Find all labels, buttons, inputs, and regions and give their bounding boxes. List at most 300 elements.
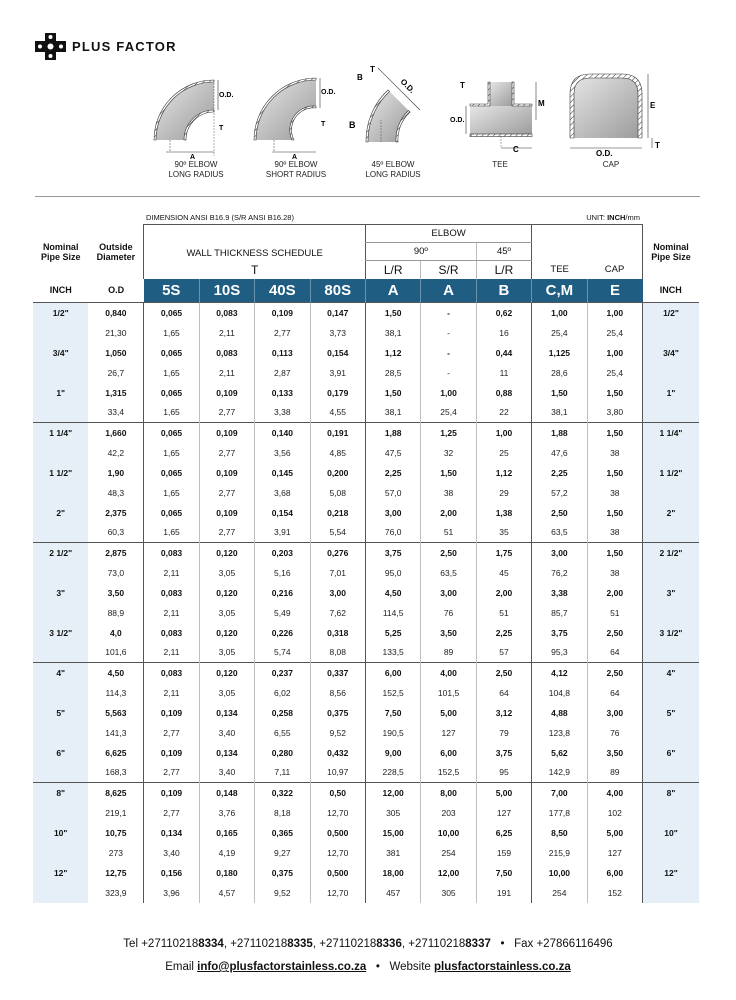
cell-value: 0,216: [255, 583, 310, 603]
table-row-mm: [33, 403, 699, 423]
svg-text:T: T: [321, 121, 326, 128]
cell-size-right: [643, 723, 700, 743]
cell-value: 4,00: [421, 663, 476, 683]
cell-value: 0,065: [144, 423, 199, 443]
cell-size-right: [643, 563, 700, 583]
cell-value: 0,318: [310, 623, 365, 643]
cell-value: 0,109: [144, 703, 199, 723]
cell-value: 273: [108, 847, 123, 858]
cell-value: 64: [476, 683, 531, 703]
cell-value: 0,88: [476, 383, 531, 403]
cell-value: 89: [587, 763, 642, 783]
cell-value: 38: [587, 443, 642, 463]
header-wall-symbol: T: [144, 261, 366, 279]
cell-value: 2,50: [587, 623, 642, 643]
cell-value: 95,3: [532, 643, 587, 663]
cell-value: 6,00: [421, 743, 476, 763]
cell-value: 1,50: [587, 423, 642, 443]
cell-value: 0,154: [255, 503, 310, 523]
cell-value: 1,90: [107, 467, 125, 478]
cell-value: 2,25: [476, 623, 531, 643]
cell-size: [33, 883, 88, 903]
cell-value: 0,133: [255, 383, 310, 403]
cell-value: 2,25: [365, 463, 420, 483]
cell-value: 0,276: [310, 543, 365, 563]
cell-value: 26,7: [107, 367, 125, 378]
cell-value: 1,50: [532, 383, 587, 403]
header-band: [33, 279, 699, 303]
cell-value: 177,8: [532, 803, 587, 823]
header-wall-thickness: WALL THICKNESS SCHEDULE: [144, 225, 366, 261]
cell-value: 0,180: [199, 863, 254, 883]
cell-value: 28,6: [532, 363, 587, 383]
diagram-caption: LONG RADIUS: [168, 170, 224, 179]
cell-value: 0,237: [255, 663, 310, 683]
cell-value: 2,11: [144, 643, 199, 663]
cell-value: 2,875: [88, 543, 143, 563]
tee-icon: [450, 60, 550, 160]
cell-value: 1,50: [587, 463, 642, 483]
cell-value: 79: [476, 723, 531, 743]
header-45-degree: 45º: [476, 243, 531, 261]
cell-value: 0,083: [144, 663, 199, 683]
cell-value: 2,11: [199, 323, 254, 343]
cell-value: 0,120: [199, 583, 254, 603]
cell-value: 1,65: [144, 363, 199, 383]
table-row-mm: [33, 883, 699, 903]
phone-4[interactable]: +271102188337: [408, 938, 491, 950]
cell-value: 2,50: [587, 663, 642, 683]
cell-value: 219,1: [105, 807, 127, 818]
cell-value: 6,625: [105, 747, 127, 758]
table-row-mm: [33, 483, 699, 503]
cell-value: 152,5: [365, 683, 420, 703]
cell-value: 51: [421, 523, 476, 543]
cell-value: 2,50: [476, 663, 531, 683]
cell-size-right: 2": [643, 503, 700, 523]
cell-size: [33, 683, 88, 703]
cell-value: 1,75: [476, 543, 531, 563]
cell-value: 38,1: [365, 323, 420, 343]
spec-note: DIMENSION ANSI B16.9 (S/R ANSI B16.28): [146, 213, 294, 222]
cell-value: 1,00: [421, 383, 476, 403]
table-row-mm: [33, 443, 699, 463]
cell-value: 101,5: [421, 683, 476, 703]
cell-value: 5,00: [476, 783, 531, 803]
cell-value: 0,145: [255, 463, 310, 483]
cell-value: 1,125: [532, 343, 587, 363]
cell-value: 3,80: [587, 403, 642, 423]
cell-value: 159: [476, 843, 531, 863]
fitting-diagrams: [140, 60, 680, 186]
cell-value: 5,74: [255, 643, 310, 663]
svg-text:T: T: [655, 141, 660, 150]
cell-value: 38,1: [365, 403, 420, 423]
header-elbow: ELBOW: [365, 225, 531, 243]
header-90-degree: 90º: [365, 243, 476, 261]
svg-text:B: B: [357, 73, 363, 82]
cell-size: 1 1/4": [33, 423, 88, 443]
cell-value: 2,77: [199, 443, 254, 463]
cell-value: 5,25: [365, 623, 420, 643]
cell-size: [33, 763, 88, 783]
table-row-mm: [33, 643, 699, 663]
cell-value: 0,065: [144, 343, 199, 363]
cell-value: 1,25: [421, 423, 476, 443]
cell-value: 2,77: [199, 523, 254, 543]
cell-value: 63,5: [421, 563, 476, 583]
table-row-inch: [33, 623, 699, 643]
cell-value: 35: [476, 523, 531, 543]
cell-value: 51: [587, 603, 642, 623]
cell-value: 3,05: [199, 643, 254, 663]
cell-value: 12,70: [310, 883, 365, 903]
cell-value: 2,25: [532, 463, 587, 483]
cell-value: 4,19: [199, 843, 254, 863]
band-80s: 80S: [310, 279, 365, 303]
header-nominal: Nominal Pipe Size: [40, 241, 81, 262]
header-inch: INCH: [33, 279, 88, 303]
cell-size-right: [643, 363, 700, 383]
cell-value: 21,30: [105, 327, 127, 338]
cell-value: 51: [476, 603, 531, 623]
cell-value: 152: [587, 883, 642, 903]
cell-value: 3,38: [255, 403, 310, 423]
cell-size-right: [643, 803, 700, 823]
cell-size-right: [643, 603, 700, 623]
cell-value: 3,91: [310, 363, 365, 383]
table-row-mm: [33, 363, 699, 383]
cell-value: 1,12: [365, 343, 420, 363]
svg-text:O.D.: O.D.: [321, 89, 336, 96]
cell-value: 5,563: [105, 707, 127, 718]
cell-value: 10,00: [421, 823, 476, 843]
website-link[interactable]: plusfactorstainless.co.za: [433, 961, 571, 973]
cell-size-right: [643, 683, 700, 703]
diagram-tee: [450, 60, 550, 170]
band-b: B: [476, 279, 531, 303]
cell-value: 0,147: [310, 303, 365, 323]
cell-size: 10": [33, 823, 88, 843]
diagram-90-elbow-long-radius: [146, 60, 246, 180]
cell-value: 1,50: [587, 503, 642, 523]
cell-value: 101,6: [105, 647, 127, 658]
table-row-mm: [33, 683, 699, 703]
cell-value: 38: [587, 563, 642, 583]
cell-size: 3 1/2": [33, 623, 88, 643]
cell-value: 3,00: [310, 583, 365, 603]
cell-value: 6,25: [476, 823, 531, 843]
cell-value: 4,0: [109, 627, 122, 638]
cell-value: 38: [587, 523, 642, 543]
cell-value: 47,6: [532, 443, 587, 463]
cell-size: 1 1/2": [33, 463, 88, 483]
cell-value: 9,52: [310, 723, 365, 743]
cell-value: 1,65: [144, 523, 199, 543]
cell-value: 4,85: [310, 443, 365, 463]
diagram-caption: 45º ELBOW: [371, 160, 415, 169]
cell-value: 8,625: [88, 783, 143, 803]
cell-value: 0,083: [144, 543, 199, 563]
table-row-mm: [33, 603, 699, 623]
cell-value: 2,77: [144, 803, 199, 823]
cell-value: 0,120: [199, 543, 254, 563]
cell-value: 3,76: [199, 803, 254, 823]
cell-value: 5,08: [310, 483, 365, 503]
section-divider: [35, 196, 700, 197]
cell-value: 228,5: [365, 763, 420, 783]
cell-size: 3": [33, 583, 88, 603]
cell-value: 9,00: [365, 743, 420, 763]
header-lr-45: L/R: [476, 261, 531, 279]
cell-value: 0,375: [310, 703, 365, 723]
cell-value: 0,065: [144, 383, 199, 403]
cell-size-right: [643, 483, 700, 503]
table-row-inch: [33, 343, 699, 363]
cell-value: 2,00: [587, 583, 642, 603]
cell-value: 0,191: [310, 423, 365, 443]
phone-2[interactable]: +271102188335: [230, 938, 313, 950]
cell-value: 1,50: [587, 383, 642, 403]
cell-value: 2,50: [532, 503, 587, 523]
table-row-inch: [33, 663, 699, 683]
cell-value: 457: [365, 883, 420, 903]
cell-size-right: 1/2": [643, 303, 700, 323]
cell-size: 2 1/2": [33, 543, 88, 563]
cell-value: 22: [476, 403, 531, 423]
cell-value: 102: [587, 803, 642, 823]
cell-value: 12,75: [105, 867, 127, 878]
cell-value: 0,203: [255, 543, 310, 563]
cell-value: 2,11: [199, 363, 254, 383]
cell-value: 133,5: [365, 643, 420, 663]
table-row-mm: [33, 523, 699, 543]
cell-value: 10,75: [105, 827, 127, 838]
svg-text:B: B: [349, 120, 356, 130]
svg-text:O.D.: O.D.: [596, 149, 613, 158]
table-row-inch: [33, 743, 699, 763]
cell-value: 3,75: [365, 543, 420, 563]
cell-size-right: [643, 443, 700, 463]
cell-value: -: [421, 323, 476, 343]
cell-size: 8": [33, 783, 88, 803]
cell-value: 1,315: [105, 387, 127, 398]
cell-size: [33, 563, 88, 583]
cell-value: 0,109: [255, 303, 310, 323]
cell-value: 127: [421, 723, 476, 743]
cell-value: 1,050: [105, 347, 127, 358]
cell-size: 3/4": [33, 343, 88, 363]
cell-size-right: 4": [643, 663, 700, 683]
cell-value: 1,65: [144, 443, 199, 463]
table-row-mm: [33, 763, 699, 783]
band-5s: 5S: [144, 279, 199, 303]
cell-value: 25,4: [532, 323, 587, 343]
cell-size-right: 10": [643, 823, 700, 843]
cell-value: 0,134: [144, 823, 199, 843]
cell-size-right: 12": [643, 863, 700, 883]
cell-value: 4,57: [199, 883, 254, 903]
cell-value: 3,75: [476, 743, 531, 763]
cell-size: 4": [33, 663, 88, 683]
cell-size: [33, 483, 88, 503]
cell-value: 114,5: [365, 603, 420, 623]
cell-value: 1,660: [88, 423, 143, 443]
cell-value: 123,8: [532, 723, 587, 743]
cell-value: 2,77: [144, 763, 199, 783]
cell-size-right: 5": [643, 703, 700, 723]
cell-value: 89: [421, 643, 476, 663]
cell-size: 5": [33, 703, 88, 723]
cell-value: 4,00: [587, 783, 642, 803]
table-row-mm: [33, 723, 699, 743]
cell-value: 0,120: [199, 623, 254, 643]
cell-value: 0,165: [199, 823, 254, 843]
cell-value: 12,70: [310, 843, 365, 863]
cell-value: 2,11: [144, 563, 199, 583]
cell-value: 5,00: [587, 823, 642, 843]
svg-text:T: T: [460, 81, 465, 90]
band-40s: 40S: [255, 279, 310, 303]
cell-value: 8,18: [255, 803, 310, 823]
cell-value: 8,08: [310, 643, 365, 663]
header-lr: L/R: [365, 261, 420, 279]
cell-value: 0,432: [310, 743, 365, 763]
cell-value: 29: [476, 483, 531, 503]
cell-value: 0,065: [144, 463, 199, 483]
brand-name: PLUS FACTOR: [72, 39, 177, 54]
cell-value: 2,11: [144, 683, 199, 703]
cell-value: 3,40: [144, 843, 199, 863]
cell-size-right: 1": [643, 383, 700, 403]
cell-value: 1,00: [587, 343, 642, 363]
cell-value: -: [421, 343, 476, 363]
cell-value: 0,44: [476, 343, 531, 363]
cell-value: 3,56: [255, 443, 310, 463]
cell-size: 1": [33, 383, 88, 403]
cell-value: 1,50: [587, 543, 642, 563]
cell-value: 47,5: [365, 443, 420, 463]
cell-value: 0,500: [310, 823, 365, 843]
cell-value: 0,500: [310, 863, 365, 883]
contact-phones: Tel +271102188334, +271102188335, +271102188336, +271102188337 • Fax +27866116496: [123, 938, 613, 950]
table-row-mm: [33, 323, 699, 343]
cell-value: 6,00: [587, 863, 642, 883]
cell-value: 28,5: [365, 363, 420, 383]
diagram-caption: TEE: [492, 160, 508, 169]
svg-text:T: T: [219, 125, 224, 132]
cell-value: 0,280: [255, 743, 310, 763]
svg-text:E: E: [650, 101, 656, 110]
cell-value: 127: [587, 843, 642, 863]
cell-value: 38: [421, 483, 476, 503]
cell-value: 4,12: [532, 663, 587, 683]
table-row-inch: [33, 823, 699, 843]
cell-value: 0,50: [310, 783, 365, 803]
cell-value: 2,375: [105, 507, 127, 518]
elbow-90-long-radius-icon: [146, 60, 246, 160]
cell-value: 73,0: [107, 567, 125, 578]
cell-value: 3,50: [587, 743, 642, 763]
phone-1[interactable]: +271102188334: [141, 938, 224, 950]
cell-value: 0,375: [255, 863, 310, 883]
cell-size: [33, 723, 88, 743]
unit-note: UNIT: INCH/mm: [586, 213, 640, 222]
cell-value: 0,365: [255, 823, 310, 843]
cell-size: [33, 803, 88, 823]
cell-value: 18,00: [365, 863, 420, 883]
cell-value: 76: [587, 723, 642, 743]
cell-value: 76,0: [365, 523, 420, 543]
header-nominal-right: Nominal Pipe Size: [643, 225, 700, 279]
cell-value: 3,12: [476, 703, 531, 723]
cell-value: 42,2: [107, 447, 125, 458]
svg-text:M: M: [538, 99, 545, 108]
cell-value: 7,01: [310, 563, 365, 583]
cell-value: 142,9: [532, 763, 587, 783]
cell-value: 203: [421, 803, 476, 823]
cell-value: 5,16: [255, 563, 310, 583]
cell-size: [33, 603, 88, 623]
svg-text:O.D.: O.D.: [219, 92, 234, 99]
cell-value: 9,52: [255, 883, 310, 903]
table-row-inch: [33, 303, 699, 323]
cell-value: 95: [476, 763, 531, 783]
cell-value: 1,50: [365, 303, 420, 323]
cell-size: [33, 363, 88, 383]
svg-text:T: T: [370, 65, 375, 74]
cell-value: 2,00: [421, 503, 476, 523]
cell-size-right: [643, 523, 700, 543]
cell-size-right: [643, 403, 700, 423]
diagram-caption: SHORT RADIUS: [265, 170, 327, 179]
cell-value: 0,109: [144, 783, 199, 803]
cell-size-right: [643, 883, 700, 903]
svg-text:O.D.: O.D.: [398, 77, 417, 96]
cell-value: 1,00: [476, 423, 531, 443]
cell-value: 8,56: [310, 683, 365, 703]
header-sr: S/R: [421, 261, 476, 279]
cell-size-right: [643, 643, 700, 663]
cell-value: 1,65: [144, 403, 199, 423]
header-inch-right: INCH: [643, 279, 700, 303]
cell-value: 85,7: [532, 603, 587, 623]
cell-value: 76: [421, 603, 476, 623]
table-row-inch: [33, 703, 699, 723]
cell-size: 1/2": [33, 303, 88, 323]
band-a-sr: A: [421, 279, 476, 303]
svg-text:C: C: [513, 145, 519, 154]
cell-value: 2,00: [476, 583, 531, 603]
cell-value: 0,083: [199, 303, 254, 323]
cell-value: 7,11: [255, 763, 310, 783]
cell-value: 114,3: [105, 687, 127, 698]
fax-number: +27866116496: [536, 938, 613, 950]
table-row-inch: [33, 863, 699, 883]
cell-value: 0,200: [310, 463, 365, 483]
cell-value: 3,50: [421, 623, 476, 643]
cell-value: 8,50: [532, 823, 587, 843]
email-link[interactable]: info@plusfactorstainless.co.za: [197, 961, 367, 973]
cell-value: 3,38: [532, 583, 587, 603]
cell-value: 25,4: [587, 363, 642, 383]
table-row-inch: [33, 463, 699, 483]
cell-value: 0,109: [199, 503, 254, 523]
cell-value: 45: [476, 563, 531, 583]
phone-3[interactable]: +271102188336: [319, 938, 402, 950]
cell-value: 3,68: [255, 483, 310, 503]
cell-value: 0,156: [144, 863, 199, 883]
